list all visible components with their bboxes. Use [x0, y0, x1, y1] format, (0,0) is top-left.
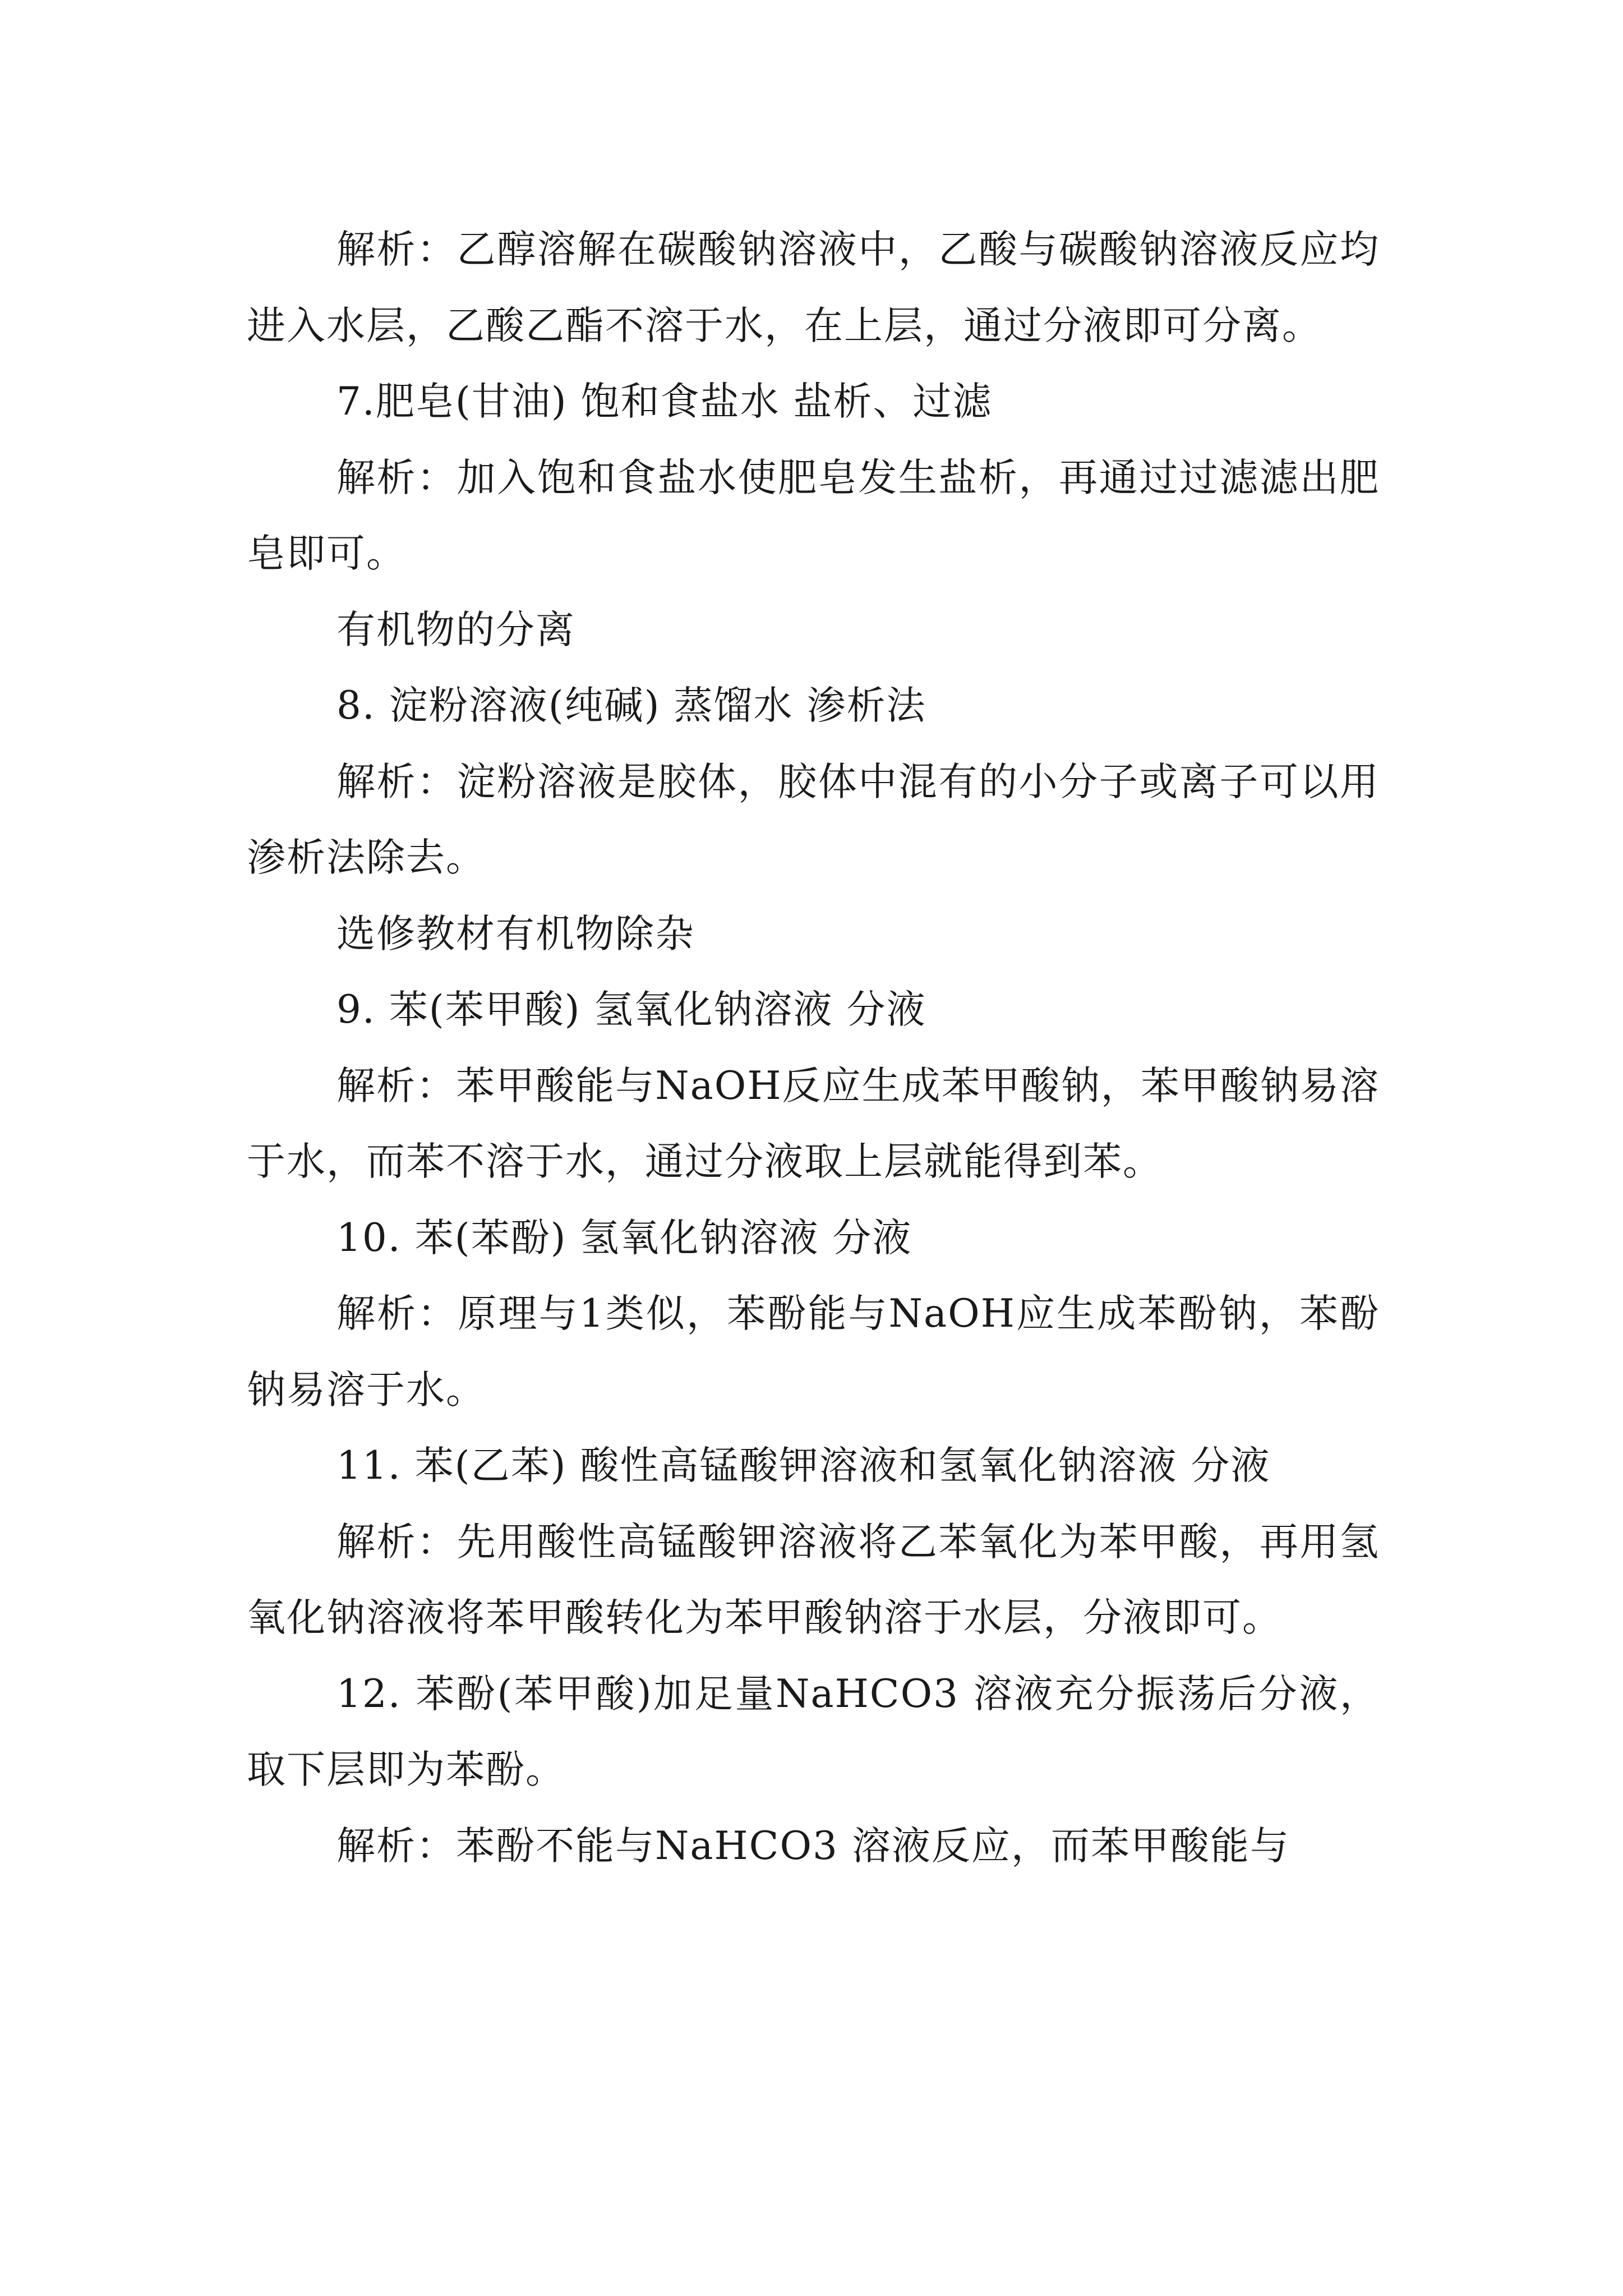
paragraph-item-10: 10. 苯(苯酚) 氢氧化钠溶液 分液 — [336, 1215, 912, 1260]
document-body — [247, 212, 1380, 1884]
section-heading-organic-separation: 有机物的分离 — [336, 607, 575, 652]
paragraph-item-11: 11. 苯(乙苯) 酸性高锰酸钾溶液和氢氧化钠溶液 分液 — [336, 1443, 1271, 1488]
paragraph-item-9: 9. 苯(苯甲酸) 氢氧化钠溶液 分液 — [336, 987, 926, 1032]
paragraph-analysis-12: 解析：苯酚不能与NaHCO3 溶液反应，而苯甲酸能与 — [336, 1823, 1290, 1869]
paragraph-analysis-9: 解析：苯甲酸能与NaOH反应生成苯甲酸钠，苯甲酸钠易溶于水，而苯不溶于水，通过分液取上层就能得到苯。 — [247, 1063, 1380, 1184]
paragraph-item-12: 12. 苯酚(苯甲酸)加足量NaHCO3 溶液充分振荡后分液，取下层即为苯酚。 — [247, 1671, 1380, 1792]
paragraph-item-7: 7.肥皂(甘油) 饱和食盐水 盐析、过滤 — [336, 379, 993, 424]
paragraph-analysis-8: 解析：淀粉溶液是胶体，胶体中混有的小分子或离子可以用渗析法除去。 — [247, 759, 1380, 880]
paragraph-analysis-11: 解析：先用酸性高锰酸钾溶液将乙苯氧化为苯甲酸，再用氢氧化钠溶液将苯甲酸转化为苯甲酸钠溶于水层，分液即可。 — [247, 1519, 1380, 1640]
paragraph-item-8: 8. 淀粉溶液(纯碱) 蒸馏水 渗析法 — [336, 683, 926, 728]
section-heading-elective-impurity-removal: 选修教材有机物除杂 — [336, 911, 695, 956]
paragraph-analysis-10: 解析：原理与1类似，苯酚能与NaOH应生成苯酚钠，苯酚钠易溶于水。 — [247, 1291, 1380, 1412]
paragraph-analysis-7: 解析：加入饱和食盐水使肥皂发生盐析，再通过过滤滤出肥皂即可。 — [247, 455, 1380, 576]
paragraph-analysis-6: 解析：乙醇溶解在碳酸钠溶液中，乙酸与碳酸钠溶液反应均进入水层，乙酸乙酯不溶于水，在上层，通过分液即可分离。 — [247, 227, 1380, 348]
